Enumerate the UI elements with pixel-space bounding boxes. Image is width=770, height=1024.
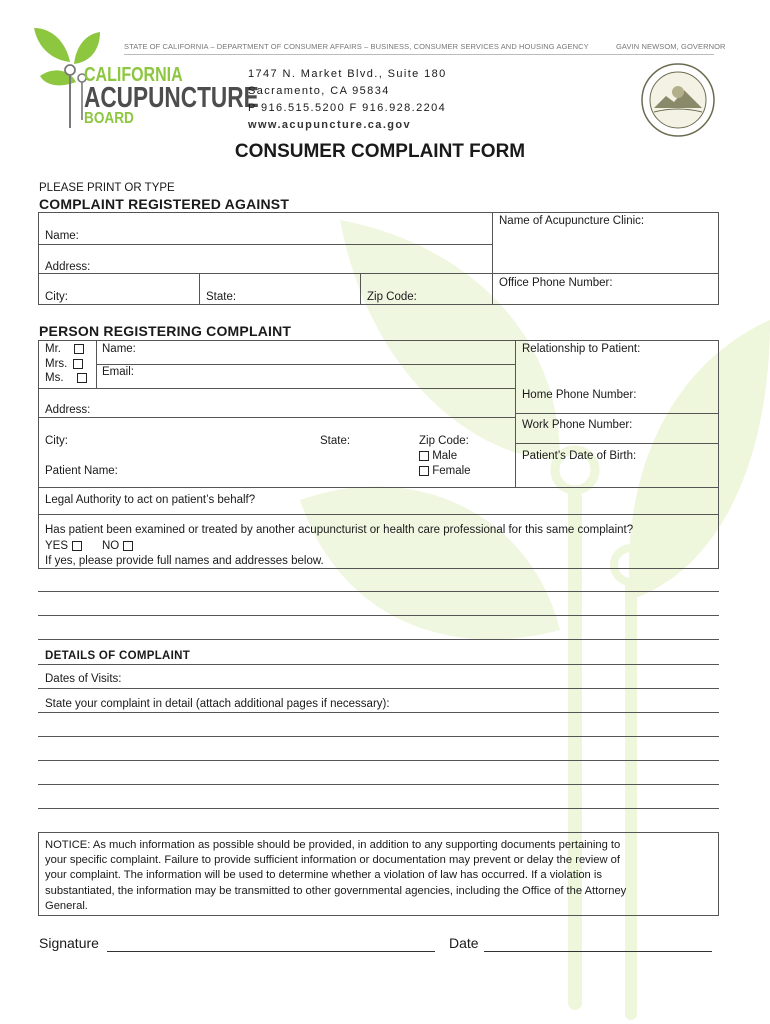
agency-line: STATE OF CALIFORNIA – DEPARTMENT OF CONSUMER AFFAIRS – BUSINESS, CONSUMER SERVICES AND HOUSING AGENCY [124,42,589,51]
against-city-field[interactable]: City: [45,291,68,303]
address-line-2: Sacramento, CA 95834 [248,85,390,97]
header-address [248,66,447,134]
person-zip-field[interactable]: Zip Code: [419,435,469,447]
checkbox-icon [77,373,87,383]
section-heading-person: PERSON REGISTERING COMPLAINT [39,323,292,339]
form-title: CONSUMER COMPLAINT FORM [234,141,526,162]
logo-text-acupuncture: ACUPUNCTURE [84,82,259,114]
section-heading-against: COMPLAINT REGISTERED AGAINST [39,196,290,212]
title-mr-checkbox[interactable]: Mr. [45,343,84,355]
write-line[interactable] [38,736,719,737]
person-address-field[interactable]: Address: [45,404,91,416]
board-logo [30,20,259,130]
header-rule [124,54,714,55]
complaint-detail-prompt: State your complaint in detail (attach additional pages if necessary): [45,698,390,710]
notice-text: NOTICE: As much information as possible should be provided, in addition to any supporting documents pertaining to your specific complaint. Failure to provide sufficient information or documentation may prevent or delay the review of your complaint. The information will be used to determine whether a violation of law has occurred. If a violation is substantiated, the information may be transmitted to other governmental agencies, including the Office of the Attorney General. [45,839,627,912]
relationship-field[interactable]: Relationship to Patient: [522,343,641,355]
write-line[interactable] [38,639,719,640]
state-seal-icon [640,62,716,138]
logo-text-california: CALIFORNIA [84,64,183,86]
checkbox-icon [73,359,83,369]
legal-authority-field[interactable]: Legal Authority to act on patient’s behalf? [45,494,256,506]
checkbox-icon [419,466,429,476]
checkbox-icon [72,541,82,551]
write-line[interactable] [38,615,719,616]
write-line[interactable] [38,712,719,713]
checkbox-icon [74,344,84,354]
home-phone-field[interactable]: Home Phone Number: [522,389,637,401]
if-yes-instruction: If yes, please provide full names and addresses below. [45,555,324,567]
work-phone-field[interactable]: Work Phone Number: [522,419,633,431]
against-divider [492,212,493,305]
person-state-field[interactable]: State: [320,435,351,447]
clinic-name-field[interactable]: Name of Acupuncture Clinic: [499,215,645,227]
gender-female-checkbox[interactable]: Female [415,465,471,477]
person-email-field[interactable]: Email: [102,366,134,378]
person-city-field[interactable]: City: [45,435,68,447]
against-address-field[interactable]: Address: [45,261,91,273]
dates-of-visits-field[interactable]: Dates of Visits: [45,673,122,685]
governor-line: GAVIN NEWSOM, GOVERNOR [616,42,726,51]
examined-no-checkbox[interactable]: NO [102,540,133,552]
section-heading-details: DETAILS OF COMPLAINT [45,650,191,662]
person-name-field[interactable]: Name: [102,343,136,355]
examined-yes-checkbox[interactable]: YES [45,540,82,552]
against-name-field[interactable]: Name: [45,230,79,242]
signature-line[interactable] [107,951,435,952]
write-line[interactable] [38,591,719,592]
logo-text-board: BOARD [84,110,134,127]
title-ms-checkbox[interactable]: Ms. [45,372,87,384]
date-line[interactable] [484,951,712,952]
title-mrs-checkbox[interactable]: Mrs. [45,358,83,370]
checkbox-icon [419,451,429,461]
write-line[interactable] [38,760,719,761]
office-phone-field[interactable]: Office Phone Number: [499,277,613,289]
write-line[interactable] [38,784,719,785]
signature-label: Signature [39,935,99,951]
write-line[interactable] [38,808,719,809]
gender-male-checkbox[interactable]: Male [415,450,457,462]
website-link[interactable]: www.acupuncture.ca.gov [248,119,412,131]
against-state-field[interactable]: State: [206,291,237,303]
patient-name-field[interactable]: Patient Name: [45,465,118,477]
checkbox-icon [123,541,133,551]
print-instruction: PLEASE PRINT OR TYPE [39,182,175,194]
patient-dob-field[interactable]: Patient’s Date of Birth: [522,450,637,462]
examined-question: Has patient been examined or treated by another acupuncturist or health care professional for this same complaint? [45,524,634,536]
against-zip-field[interactable]: Zip Code: [367,291,417,303]
address-line-1: 1747 N. Market Blvd., Suite 180 [248,68,447,80]
phone-fax-line: P 916.515.5200 F 916.928.2204 [248,102,447,114]
date-label: Date [449,935,479,951]
